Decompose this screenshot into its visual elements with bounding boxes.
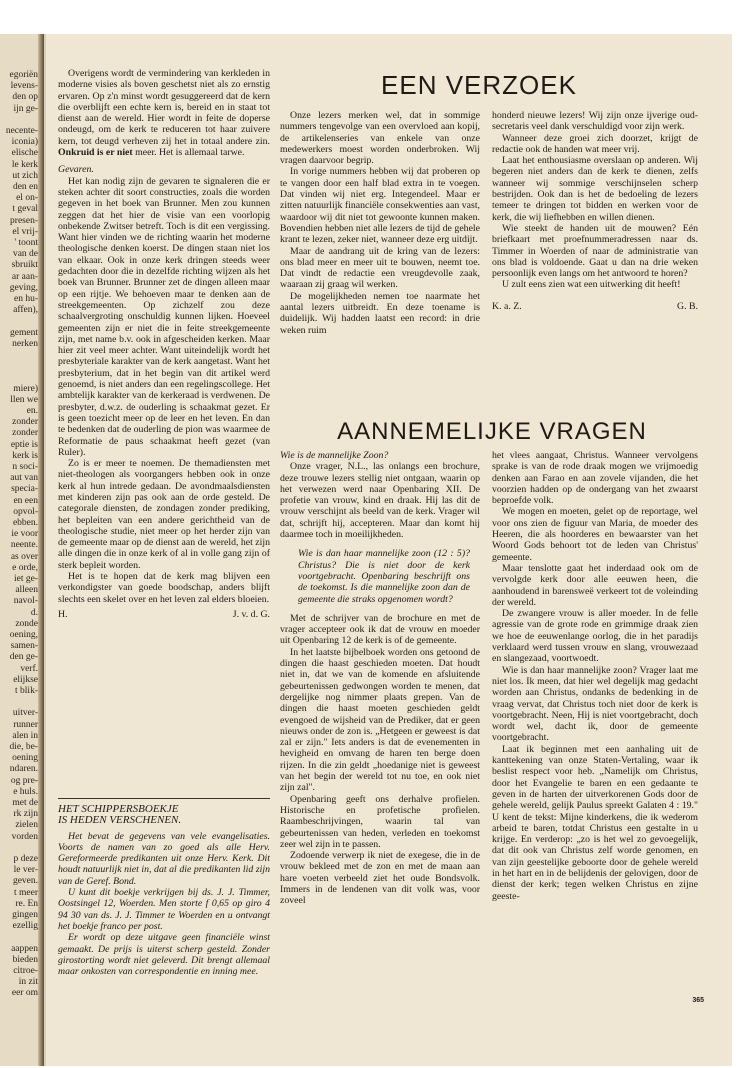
paragraph: Zo is er meer te noemen. De themadiensten met niet-theologen als voorgangers hebben ook in onze kerk al hun intrede gedaan. De avondmaalsdiensten met kinderen zijn pas ook aan de orde gesteld. De categorale diensten, de zondagen zonder prediking, het bepleiten van een andere gerichtheid van de theologische studie, niet meer op het herder zijn van de gemeente maar op de dienst aan de wereld, het zijn alle dingen die in onze kerk of al in volle gang zijn of sterk bepleit worden. [58, 458, 270, 571]
spine-text-fragment: alleen [15, 585, 38, 596]
spine-text-fragment: ezellig [12, 921, 38, 932]
spine-text-fragment: aut van [10, 473, 38, 484]
paragraph: In het laatste bijbelboek worden ons getoond de dingen die haast geschieden moeten. Dat houdt niet in, dat we van de komende en afsluitende gebeurtenissen gedwongen worden te menen, dat dergelijke nog nimmer plaats grepen. Van de dingen die haast moeten geschieden geldt evengoed de wijsheid van de Prediker, dat er geen nieuws onder de zon is. „Hetgeen er geweest is dat zal er zijn." Iets anders is dat de evenementen in hevigheid en omvang de haren ten berge doen rijzen. In die zin geldt „hoedanige niet is geweest van het begin der wereld tot nu toe, en ook niet zijn zal". [280, 646, 480, 794]
spine-text-fragment: uitver- [12, 708, 38, 719]
spine-text-fragment: llen we [10, 394, 38, 405]
paragraph: Het is te hopen dat de kerk mag blijven een verkondigster van goede boodschap, anders blijft slechts een skelet over en het leven zal elders bloeien. [58, 571, 270, 605]
magazine-page [44, 34, 732, 1066]
spine-text-fragment: el vrij- [12, 226, 38, 237]
spine-text-fragment: en. [26, 406, 38, 416]
spine-text-fragment: miere) [13, 383, 38, 394]
paragraph: het vlees aangaat, Christus. Wanneer vervolgens sprake is van de rode draak mogen we vrijmoedig denken aan Farao en aan zovele vijanden, die het voorzien hadden op de ondergang van het zwaarst beproefde volk. [492, 450, 698, 507]
spine-text-fragment: p deze [13, 854, 38, 864]
spine-text-fragment: affen), [13, 305, 38, 316]
paragraph: Onze lezers merken wel, dat in sommige nummers tengevolge van een overvloed aan kopij, de artikelenseries van enkele van onze medewerkers moest worden onderbroken. Wij vragen daarvoor begrip. [280, 110, 480, 167]
spine-text-fragment: e huls. [13, 786, 38, 797]
vragen-title: AANNEMELIJKE VRAGEN [337, 418, 647, 445]
verzoek-column-2 [492, 110, 698, 312]
paragraph: Wie is dan haar mannelijke zoon? Vrager laat me niet los. Ik meen, dat hier wel degelijk mag gedacht worden aan Christus, ondanks de bedenking in de vraag vervat, dat Christus toch niet door de kerk is voortgebracht. Neen, Hij is niet voortgebracht, doch wordt wel, dacht ik, door de gemeente voortgebracht. [492, 664, 698, 744]
spine-text-fragment: le ver- [13, 865, 38, 876]
spine-text-fragment: vorden [11, 831, 38, 842]
question-heading: Wie is de mannelijke Zoon? [280, 450, 389, 461]
spine-text-fragment: zonde [15, 618, 38, 629]
intro-bold: Onkruid is er niet [58, 147, 133, 159]
verzoek-column-1 [280, 110, 480, 336]
spine-text-fragment: sbruikt [11, 260, 38, 271]
paragraph: Laat ik beginnen met een aanhaling uit de kanttekening van onze Staten-Vertaling, waar ik beslist respect voor heb. „Namelijk om Christus, door het Evangelie te baren en een gedaante te geven in de harten der uitverkorenen Gods door de gehele wereld, gelijk Paulus spreekt Galaten 4 : 19." U kent de tekst: Mijne kinderkens, die ik wederom arbeid te baren, totdat Christus een gestalte in u krijge. En verderop: „zo is het wel zo gevoegelijk, dat dit ook van Christus zelf worde genomen, en van zijn geestelijke geboorte door de gehele wereld in het hart en in de belijdenis der gelovigen, door de dienst der kerk; tegen welken Christus en zijne geeste- [492, 743, 698, 902]
spine-text-fragment: iconia) [11, 137, 38, 148]
spine-text-fragment: den op [12, 92, 38, 103]
spine-text-fragment: le kerk [11, 159, 38, 170]
paragraph: Wanneer deze groei zich doorzet, krijgt de redactie ook de handen wat meer vrij. [492, 132, 698, 155]
spine-text-fragment: ebben. [12, 518, 38, 528]
spine-text-fragment: elijkse [13, 674, 38, 685]
paragraph: Maar tenslotte gaat het inderdaad ook om de vervolgde kerk door alle eeuwen heen, die aanhoudend in barensweë verkeert tot de voleinding der wereld. [492, 562, 698, 608]
paragraph: Het kan nodig zijn de gevaren te signaleren die er steken achter dit soort constructies, zoals die worden gegeven in het boek van Brunner. Men zou kunnen zeggen dat het hier de visie van een voorlopig onbekende Zwitser betreft. Toch is dit een vergissing. Want hier vinden we de richting waarin het moderne theologische denken koerst. De dingen staan niet los van elkaar. Ook in onze kerk dringen steeds weer gedachten door die in dezelfde richting wijzen als het boek van Brunner. Brunner zet de dingen alleen maar op een rijtje. We behoeven maar te denken aan de streekgemeenten. Op zichzelf zou deze schaalvergroting onschuldig kunnen lijken. Hoeveel gemeenten zijn er niet die in feite streekgemeente zijn, met name b.v. ook in afgescheiden kerken. Maar hier zit veel meer achter. Want uiteindelijk wordt het presbyteriale karakter van de kerk aangetast. Want het presbyterium, dat in het begin van dit artikel werd genoemd, is niet anders dan een regelingscollege. Het ambtelijk karakter van de kerkeraad is verdwenen. De presbyter, d.w.z. de ouderling is schaakmat gezet. Er is geen toezicht meer op de leer en het leven. En dan te bedenken dat de ouderling de pion was waarmee de Reformatie de paus schaakmat heeft gezet (van Ruler). [58, 175, 270, 458]
paragraph: U zult eens zien wat een uitwerking dit heeft! [502, 279, 681, 291]
paragraph: De zwangere vrouw is aller moeder. In de felle agressie van de grote rode en grimmige draak zien we hoe de eeuwenlange oorlog, die in het paradijs verklaard werd tussen vrouw en slang, vrouwezaad en slangezaad, voortwoedt. [492, 608, 698, 665]
spine-text-fragment: citroe- [13, 966, 38, 976]
intro-end: meer. Het is allemaal tarwe. [135, 147, 245, 159]
spine-text-fragment: og pre- [10, 775, 38, 786]
spine-text-fragment: ijn ge- [13, 103, 38, 114]
spine-text-fragment: gingen [12, 910, 38, 920]
subheading-gevaren: Gevaren. [58, 164, 94, 176]
spine-text-fragment: ' toont [14, 238, 38, 248]
box-paragraph: Het bevat de gegevens van vele evangelisaties. Voorts de namen van zo goed als alle Herv. Gereformeerde predikanten uit onze Herv. Kerk. Dit houdt natuurlijk niet in, dat al die predikanten lid zijn van de Geref. Bond. [58, 830, 270, 887]
spine-text-fragment: aappen [11, 943, 38, 954]
paragraph: honderd nieuwe lezers! Wij zijn onze ijverige oud-secretaris veel dank verschuldigd voor zijn werk. [492, 110, 698, 133]
spine-text-fragment: ie voor [11, 529, 38, 540]
spine-text-fragment: den en [12, 182, 38, 192]
spine-text-fragment: d. [30, 607, 38, 618]
box-title-line-1: HET SCHIPPERSBOEKJE [58, 803, 179, 815]
spine-text-fragment: el on- [16, 193, 38, 204]
spine-text-fragment: t meer [13, 887, 38, 898]
vragen-column-2 [492, 450, 698, 902]
spine-text-fragment: runner [13, 719, 38, 730]
spine-text-fragment: ndaren. [9, 764, 38, 775]
spine-text-fragment: geven. [12, 876, 38, 887]
spine-text-fragment: samen- [10, 641, 38, 652]
signature-right: J. v. d. G. [232, 608, 270, 620]
spine-text-fragment: zielen [15, 820, 38, 831]
spine-text-fragment: iet ge- [13, 574, 38, 584]
spine-text-fragment: den ge- [9, 652, 38, 663]
spine-text-fragment: gement [10, 327, 38, 338]
spine-text-fragment: bieden [12, 954, 38, 965]
spine-text-fragment: eptie is [10, 439, 38, 450]
spine-text-fragment: e orde, [12, 562, 38, 573]
question-quote: Wie is dan haar mannelijke zoon (12 : 5)? Christus? Die is niet door de kerk voortgebracht. Openbaring beschrijft ons de toekomst. Is die mannelijke zoon dan de gemeente die straks opgenomen wordt? [298, 548, 470, 605]
spine-text-fragment: van de [12, 249, 38, 260]
spine-text-fragment: geving, [9, 282, 38, 293]
spine-text-fragment: oening, [9, 630, 38, 640]
paragraph: Onze vrager, N.L., las onlangs een brochure, deze trouwe lezers stellig niet ontgaan, waarin op het verwezen werd naar Openbaring XII. De profetie van vrouw, kind en draak. Hij las dit de vrouw verschijnt als beeld van de kerk. Vrager wil dat, schrijft hij, accepteren. Maar dan komt hij daarmee toch in moeilijkheden. [280, 461, 480, 541]
spine-text-fragment: presen- [10, 215, 38, 226]
intro-text: Overigens wordt de vermindering van kerkleden in moderne visies als boven geschetst niet als zo ernstig ervaren. Op z'n minst wordt gesuggereerd dat de kern die overblijft een echte kern is, bereid en in staat tot dienst aan de wereld. Hier wordt in feite de doperse ondeugd, om de kerk te reduceren tot haar zuivere kern, tot deugd verheven zij het in totaal andere zin. [58, 68, 270, 147]
spine-text-fragment: opvol- [13, 506, 38, 517]
spine-text-fragment: die, be- [9, 742, 38, 752]
box-paragraph: U kunt dit boekje verkrijgen bij ds. J. J. Timmer, Oostsingel 12, Woerden. Men storte f 0,65 op giro 4 94 30 van ds. J. J. Timmer te Woerden en u ontvangt het boekje franco per post. [58, 887, 270, 932]
spine-text-fragment: rk zijn [13, 809, 38, 820]
spine-text-fragment: t blik- [15, 686, 38, 696]
spine-text-fragment: eer om [11, 988, 38, 999]
paragraph: Maar de aandrang uit de kring van de lezers: ons blad meer en meer uit te bouwen, neemt toe. Dat vindt de redactie een vreugdevolle zaak, waaraan zij graag wil werken. [280, 245, 480, 291]
signature-left: H. [58, 608, 68, 620]
spine-text-fragment: alen in [12, 730, 38, 741]
page-number: 365 [692, 997, 704, 1004]
spine-text-fragment: nerken [12, 338, 38, 349]
spine-text-fragment: met de [12, 798, 38, 808]
spine-text-fragment: verf. [20, 663, 38, 674]
schippersboekje-box [58, 804, 270, 977]
spine-text-fragment: zonder [12, 417, 38, 428]
left-column [58, 68, 270, 620]
spine-text-fragment: in zit [18, 977, 38, 988]
paragraph: We mogen en moeten, gelet op de reportage, wel voor ons zien de figuur van Maria, de moeder des Heeren, die als hoorderes en bewaarster van het Woord Gods behoort tot de leden van Christus' gemeente. [492, 506, 698, 563]
paragraph: De mogelijkheden nemen toe naarmate het aantal lezers uitbreidt. En deze toename is duidelijk. Wij hadden laatst een record: in drie weken ruim [280, 290, 480, 336]
vragen-column-1 [280, 450, 480, 907]
spine-text-fragment: levens- [10, 81, 38, 92]
paragraph: Wie steekt de handen uit de mouwen? Eén briefkaart met proefnummeradressen naar ds. Timmer in Woerden of naar de administratie van ons blad is voldoende. Gaat u dan na drie weken persoonlijk even langs om het antwoord te horen? [492, 222, 698, 280]
spine-text-fragment: kerk is [12, 450, 38, 461]
spine-text-fragment: en een [13, 495, 38, 506]
paragraph: Openbaring geeft ons derhalve profielen. Historische en profetische profielen. Raambeschrijvingen, waarin tal van gebeurtenissen van heden, verleden en toekomst zeer wel zijn in te passen. [280, 793, 480, 850]
paragraph: Met de schrijver van de brochure en met de vrager accepteer ook ik dat de vrouw en moeder uit Openbaring 12 de kerk is of de gemeente. [280, 612, 480, 647]
paragraph: In vorige nummers hebben wij dat proberen op te vangen door een half blad extra in te voegen. Dat vinden wij niet erg. Integendeel. Maar er zitten natuurlijk financiële consekwenties aan vast, waardoor wij dit niet tot gewoonte kunnen maken. Bovendien hebben niet alle lezers de tijd de gehele krant te lezen, zeker niet, wanneer deze erg uitdijt. [280, 166, 480, 246]
spine-text-fragment: egoriën [9, 70, 38, 80]
verzoek-signature-right: G. B. [677, 300, 698, 312]
paragraph: Zodoende verwerp ik niet de exegese, die in de vrouw bekleed met de zon en met de maan aan hare voeten verbeeld ziet het oude Bondsvolk. Immers in de lendenen van dit volk was, voor zoveel [280, 850, 480, 907]
spine-text-fragment: n soci- [12, 462, 38, 472]
previous-page-edge [0, 34, 44, 1066]
box-title-line-2: IS HEDEN VERSCHENEN. [58, 814, 182, 827]
spine-text-fragment: oening [12, 753, 38, 764]
spine-text-fragment: specia- [11, 484, 38, 495]
spine-text-fragment: t geval [12, 204, 38, 215]
spine-text-fragment: zonder [12, 428, 38, 439]
spine-text-fragment: as over [10, 551, 38, 562]
spine-text-fragment: re. En [15, 898, 38, 909]
spine-text-fragment: necente- [5, 126, 38, 136]
verzoek-signature-left: K. a. Z. [492, 300, 522, 312]
spine-text-fragment: elische [11, 148, 38, 159]
spine-text-fragment: ar aan- [11, 271, 38, 282]
spine-text-fragment: neente. [10, 540, 38, 551]
box-top-rule [58, 798, 270, 799]
spine-text-fragment: en hu- [13, 294, 38, 304]
spine-text-fragment: ut zich [12, 170, 38, 181]
box-paragraph: Er wordt op deze uitgave geen financiële winst gemaakt. De prijs is uiterst scherp gesteld. Zonder girostorting wordt niet geleverd. Dit brengt allemaal maar onkosten van correspondentie en inning mee. [58, 932, 270, 978]
spine-text-fragment: navol- [13, 596, 38, 607]
verzoek-title: EEN VERZOEK [381, 70, 577, 100]
paragraph: Laat het enthousiasme overslaan op anderen. Wij begeren niet anders dan de kerk te dienen, zelfs wanneer wij sommige verschijnselen scherp bestrijden. Ook dan is het de bedoeling de lezers temeer te dringen tot bidden en werken voor de kerk, die wij liefhebben en willen dienen. [492, 155, 698, 223]
